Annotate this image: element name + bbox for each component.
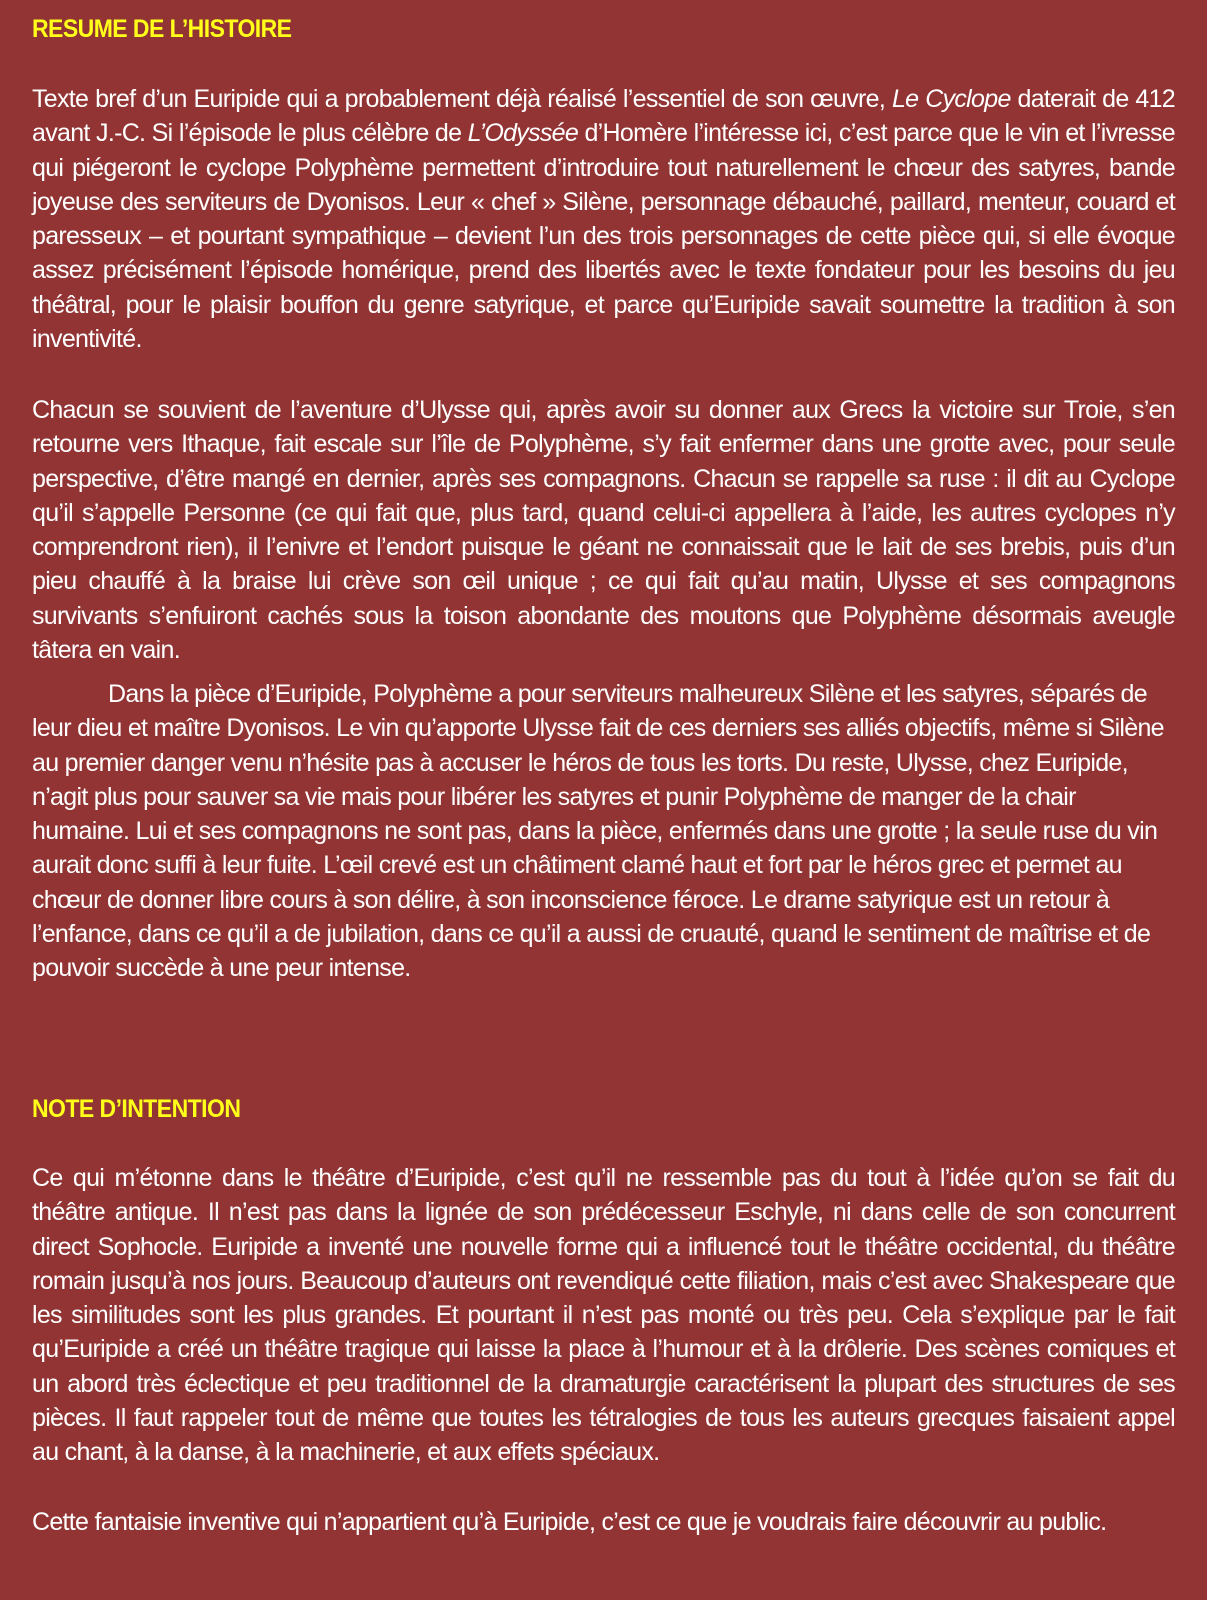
intention-paragraph-1: Ce qui m’étonne dans le théâtre d’Euripide, c’est qu’il ne ressemble pas du tout à l’idée qu’on se fait du théâtre antique. Il n’est pas dans la lignée de son prédécesseur Eschyle, ni dans celle de son concurrent direct Sophocle. Euripide a inventé une nouvelle forme qui a influencé tout le théâtre occidental, du théâtre romain jusqu’à nos jours. Beaucoup d’auteurs ont revendiqué cette filiation, mais c’est avec Shakespeare que les similitudes sont les plus grandes. Et pourtant il n’est pas monté ou très peu. Cela s’explique par le fait qu’Euripide a créé un théâtre tragique qui laisse la place à l’humour et à la drôlerie. Des scènes comiques et un abord très éclectique et peu traditionnel de la dramaturgie caractérisent la plupart des structures de ses pièces. Il faut rappeler tout de même que toutes les tétralogies de tous les auteurs grecques faisaient appel au chant, à la danse, à la machinerie, et aux effets spéciaux. (32, 1164, 1175, 1467)
resume-paragraph-1 (32, 82, 1175, 356)
resume-paragraph-2: Chacun se souvient de l’aventure d’Ulysse qui, après avoir su donner aux Grecs la victoire sur Troie, s’en retourne vers Ithaque, fait escale sur l’île de Polyphème, s’y fait enfermer dans une grotte avec, pour seule perspective, d’être mangé en dernier, après ses compagnons. Chacun se rappelle sa ruse : il dit au Cyclope qu’il s’appelle Personne (ce qui fait que, plus tard, quand celui-ci appellera à l’aide, les autres cyclopes n’y comprendront rien), il l’enivre et l’endort puisque le géant ne connaissait que le lait de ses brebis, puis d’un pieu chauffé à la braise lui crève son œil unique ; ce qui fait qu’au matin, Ulysse et ses compagnons survivants s’enfuiront cachés sous la toison abondante des moutons que Polyphème désormais aveugle tâtera en vain. (32, 396, 1175, 665)
work-title-odyssee: L’Odyssée (467, 119, 579, 148)
resume-p1-text-a: Texte bref d’un Euripide qui a probablement déjà réalisé l’essentiel de son œuvre, (32, 85, 892, 113)
resume-p1-text-c: d’Homère l’intéresse ici, c’est parce que le vin et l’ivresse qui piégeront le cyclope Polyphème permettent d’introduire tout naturellement le chœur des satyres, bande joyeuse des serviteurs de Dyonisos. Leur « chef » Silène, personnage débauché, paillard, menteur, couard et paresseux – et pourtant sympathique – devient l’un des trois personnages de cette pièce qui, si elle évoque assez précisément l’épisode homérique, prend des libertés avec le texte fondateur pour les besoins du jeu théâtral, pour le plaisir bouffon du genre satyrique, et parce qu’Euripide savait soumettre la tradition à son inventivité. (32, 119, 1175, 354)
intention-paragraph-2: Cette fantaisie inventive qui n’appartient qu’à Euripide, c’est ce que je voudrais faire découvrir au public. (32, 1508, 1107, 1536)
section-title-resume: RESUME DE L’HISTOIRE (32, 15, 292, 43)
play-title-le-cyclope: Le Cyclope (891, 85, 1011, 113)
resume-p1-text-b: daterait de 412 avant J.-C. Si l’épisode le plus célèbre de (32, 85, 1176, 148)
resume-paragraph-3: Dans la pièce d’Euripide, Polyphème a pour serviteurs malheureux Silène et les satyres, séparés de leur dieu et maître Dyonisos. Le vin qu’apporte Ulysse fait de ces derniers ses alliés objectifs, même si Silène au premier danger venu n’hésite pas à accuser le héros de tous les torts. Du reste, Ulysse, chez Euripide, n’agit plus pour sauver sa vie mais pour libérer les satyres et punir Polyphème de manger de la chair humaine. Lui et ses compagnons ne sont pas, dans la pièce, enfermés dans une grotte ; la seule ruse du vin aurait donc suffi à leur fuite. L’œil crevé est un châtiment clamé haut et fort par le héros grec et permet au chœur de donner libre cours à son délire, à son inconscience féroce. Le drame satyrique est un retour à l’enfance, dans ce qu’il a de jubilation, dans ce qu’il a aussi de cruauté, quand le sentiment de maîtrise et de pouvoir succède à une peur intense. (32, 680, 1164, 983)
section-title-intention: NOTE D’INTENTION (32, 1095, 241, 1123)
